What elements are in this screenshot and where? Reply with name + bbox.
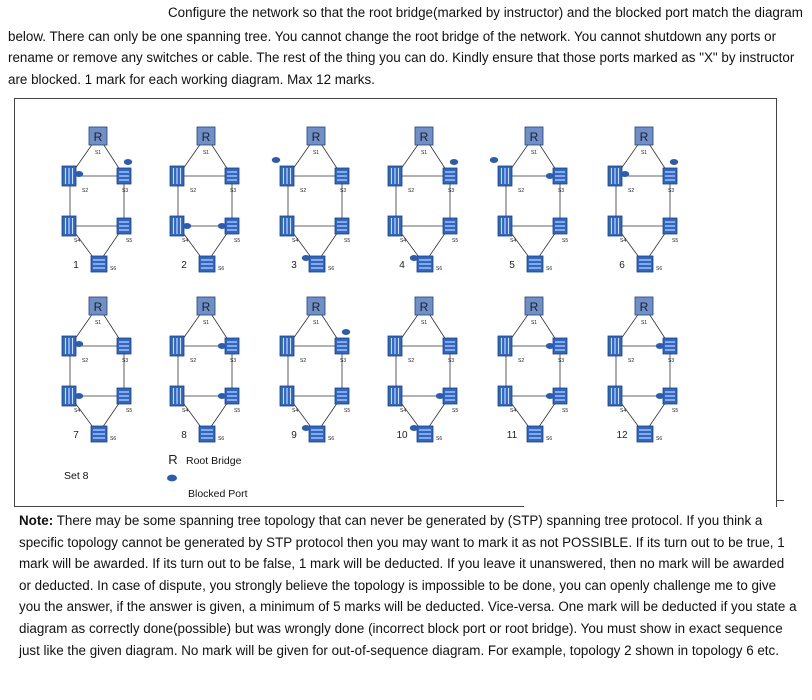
diagram-6-label-s5: S5 bbox=[672, 238, 679, 244]
diagram-3-root-marker: R bbox=[311, 130, 321, 144]
diagram-5-label-s5: S5 bbox=[562, 238, 569, 244]
diagram-5-label-s1: S1 bbox=[530, 150, 538, 156]
diagram-6-label-s3: S3 bbox=[668, 188, 675, 194]
diagram-2-number: 2 bbox=[181, 260, 187, 271]
diagram-10-blocked-port-1 bbox=[436, 393, 444, 399]
diagram-7-label-s4: S4 bbox=[74, 408, 81, 414]
diagram-10-label-s6: S6 bbox=[436, 436, 443, 442]
diagram-9-label-s4: S4 bbox=[292, 408, 299, 414]
diagram-12-root-marker: R bbox=[639, 300, 649, 314]
diagram-6-label-s2: S2 bbox=[628, 188, 635, 194]
diagram-7-label-s1: S1 bbox=[94, 320, 102, 326]
diagram-6-blocked-port-1 bbox=[621, 171, 629, 177]
diagram-11-label-s3: S3 bbox=[558, 358, 565, 364]
note-text: There may be some spanning tree topology that can never be generated by (STP) spanning tree protocol. If you think a specific topology cannot be generated by STP protocol then you may want to mark it as not POSSIBLE. If its turn out to be true, 1 mark will be awarded. If its turn out to be false, 1 mark will be deducted. If you leave it unanswered, then no mark will be awarded or deducted. In case of dispute, you strongly believe the topology is impossible to be done, you can openly challenge me to give you the answer, if the answer is given, a minimum of 5 marks will be deducted. Vice-versa. One mark will be deducted if you state a diagram as correctly done(possible) but was wrongly done (incorrect block port or root bridge). You must show in exact sequence just like the given diagram. No mark will be given for out-of-sequence diagram. For example, topology 2 shown in topology 6 etc. bbox=[19, 513, 797, 658]
diagram-3-label-s6: S6 bbox=[328, 266, 335, 272]
diagram-10-blocked-port-2 bbox=[410, 425, 418, 431]
diagram-2-label-s3: S3 bbox=[230, 188, 237, 194]
diagram-5-label-s2: S2 bbox=[518, 188, 525, 194]
diagram-8-blocked-port-1 bbox=[218, 343, 226, 349]
diagram-12-number: 12 bbox=[616, 430, 628, 441]
diagram-12-label-s3: S3 bbox=[668, 358, 675, 364]
diagram-7-label-s3: S3 bbox=[122, 358, 129, 364]
legend-blocked-port-label: Blocked Port bbox=[188, 488, 248, 500]
diagram-11-label-s5: S5 bbox=[562, 408, 569, 414]
diagram-5-blocked-port-1 bbox=[490, 157, 498, 163]
diagram-1-label-s2: S2 bbox=[82, 188, 89, 194]
diagram-3-label-s3: S3 bbox=[340, 188, 347, 194]
diagram-1-label-s3: S3 bbox=[122, 188, 129, 194]
diagram-9-label-s6: S6 bbox=[328, 436, 335, 442]
diagram-12-label-s4: S4 bbox=[620, 408, 627, 414]
set-label: Set 8 bbox=[64, 470, 89, 482]
diagram-1-root-marker: R bbox=[93, 130, 103, 144]
diagram-4-label-s6: S6 bbox=[436, 266, 443, 272]
diagram-11-number: 11 bbox=[506, 430, 518, 441]
diagram-3-blocked-port-1 bbox=[272, 157, 280, 163]
diagram-4-blocked-port-1 bbox=[450, 159, 458, 165]
diagram-9-label-s2: S2 bbox=[300, 358, 307, 364]
diagram-9-root-marker: R bbox=[311, 300, 321, 314]
note-label: Note: bbox=[19, 513, 54, 528]
diagram-1-label-s5: S5 bbox=[126, 238, 133, 244]
diagram-7-blocked-port-2 bbox=[75, 393, 83, 399]
diagram-9-label-s3: S3 bbox=[340, 358, 347, 364]
diagram-6-label-s6: S6 bbox=[656, 266, 663, 272]
diagram-11-label-s4: S4 bbox=[510, 408, 517, 414]
diagram-8-label-s4: S4 bbox=[182, 408, 189, 414]
diagram-11-root-marker: R bbox=[529, 300, 539, 314]
diagram-8-label-s2: S2 bbox=[190, 358, 197, 364]
diagram-2-label-s4: S4 bbox=[182, 238, 189, 244]
diagram-6-number: 6 bbox=[619, 260, 625, 271]
diagram-10-label-s1: S1 bbox=[420, 320, 428, 326]
instructions-text: Configure the network so that the root bridge(marked by instructor) and the blocked port match the diagram below. There can only be one spanning tree. You cannot change the root bridge of the network. You cannot shutdown any ports or rename or remove any switches or cable. The rest of the thing you can do. Kindly ensure that those ports marked as "X" by instructor are blocked. 1 mark for each working diagram. Max 12 marks. bbox=[8, 5, 803, 87]
diagram-2-label-s1: S1 bbox=[202, 150, 210, 156]
diagram-11-label-s2: S2 bbox=[518, 358, 525, 364]
diagram-11-blocked-port-2 bbox=[546, 393, 554, 399]
diagram-2-label-s6: S6 bbox=[218, 266, 225, 272]
diagram-7-label-s2: S2 bbox=[82, 358, 89, 364]
diagram-10-label-s2: S2 bbox=[408, 358, 415, 364]
diagram-10-number: 10 bbox=[396, 430, 408, 441]
diagram-8-label-s1: S1 bbox=[202, 320, 210, 326]
diagram-4-label-s4: S4 bbox=[400, 238, 407, 244]
diagram-12-blocked-port-1 bbox=[656, 343, 664, 349]
diagram-5-blocked-port-2 bbox=[546, 173, 554, 179]
diagram-9-blocked-port-2 bbox=[302, 425, 310, 431]
diagram-8-label-s3: S3 bbox=[230, 358, 237, 364]
diagram-6-root-marker: R bbox=[639, 130, 649, 144]
diagram-9-label-s1: S1 bbox=[312, 320, 320, 326]
diagram-7-label-s5: S5 bbox=[126, 408, 133, 414]
diagram-3-label-s1: S1 bbox=[312, 150, 320, 156]
diagram-4-label-s1: S1 bbox=[420, 150, 428, 156]
diagram-8-root-marker: R bbox=[201, 300, 211, 314]
diagram-2-blocked-port-1 bbox=[183, 223, 191, 229]
diagram-3-label-s2: S2 bbox=[300, 188, 307, 194]
diagram-3-label-s5: S5 bbox=[344, 238, 351, 244]
diagram-6-label-s1: S1 bbox=[640, 150, 648, 156]
diagram-4-number: 4 bbox=[399, 260, 405, 271]
diagram-4-blocked-port-2 bbox=[410, 255, 418, 261]
diagram-11-blocked-port-1 bbox=[546, 343, 554, 349]
diagram-1-blocked-port-1 bbox=[75, 171, 83, 177]
diagram-9-number: 9 bbox=[291, 430, 297, 441]
diagram-1-blocked-port-2 bbox=[124, 159, 132, 165]
diagram-4-root-marker: R bbox=[419, 130, 429, 144]
legend-blocked-icon bbox=[167, 475, 177, 482]
diagram-3-label-s4: S4 bbox=[292, 238, 299, 244]
diagram-7-blocked-port-1 bbox=[75, 341, 83, 347]
diagram-10-label-s4: S4 bbox=[400, 408, 407, 414]
diagram-3-blocked-port-2 bbox=[302, 255, 310, 261]
legend-root-bridge-label: Root Bridge bbox=[186, 455, 242, 467]
diagram-12-label-s5: S5 bbox=[672, 408, 679, 414]
diagram-1-label-s6: S6 bbox=[110, 266, 117, 272]
diagram-6-blocked-port-2 bbox=[670, 159, 678, 165]
diagram-10-label-s5: S5 bbox=[452, 408, 459, 414]
diagram-11-label-s1: S1 bbox=[530, 320, 538, 326]
diagram-9-blocked-port-1 bbox=[342, 329, 350, 335]
diagram-12-blocked-port-2 bbox=[656, 393, 664, 399]
diagram-12-label-s6: S6 bbox=[656, 436, 663, 442]
diagram-4-label-s5: S5 bbox=[452, 238, 459, 244]
diagram-2-root-marker: R bbox=[201, 130, 211, 144]
diagram-5-root-marker: R bbox=[529, 130, 539, 144]
diagram-3-number: 3 bbox=[291, 260, 297, 271]
diagram-2-label-s5: S5 bbox=[234, 238, 241, 244]
note-paragraph bbox=[19, 510, 799, 661]
diagram-8-label-s5: S5 bbox=[234, 408, 241, 414]
diagram-8-blocked-port-2 bbox=[218, 393, 226, 399]
diagram-5-label-s3: S3 bbox=[558, 188, 565, 194]
diagram-7-number: 7 bbox=[73, 430, 79, 441]
diagram-12-label-s1: S1 bbox=[640, 320, 648, 326]
diagram-7-label-s6: S6 bbox=[110, 436, 117, 442]
diagram-8-number: 8 bbox=[181, 430, 187, 441]
diagram-5-label-s6: S6 bbox=[546, 266, 553, 272]
diagram-8-label-s6: S6 bbox=[218, 436, 225, 442]
diagram-5-number: 5 bbox=[509, 260, 515, 271]
diagram-1-number: 1 bbox=[73, 260, 79, 271]
diagram-10-root-marker: R bbox=[419, 300, 429, 314]
diagram-4-label-s3: S3 bbox=[448, 188, 455, 194]
diagram-4-label-s2: S2 bbox=[408, 188, 415, 194]
legend-root-icon: R bbox=[168, 452, 178, 467]
diagram-1-label-s4: S4 bbox=[74, 238, 81, 244]
diagram-7-root-marker: R bbox=[93, 300, 103, 314]
diagram-1-label-s1: S1 bbox=[94, 150, 102, 156]
diagram-2-label-s2: S2 bbox=[190, 188, 197, 194]
diagram-9-label-s5: S5 bbox=[344, 408, 351, 414]
diagram-12-label-s2: S2 bbox=[628, 358, 635, 364]
diagram-6-label-s4: S4 bbox=[620, 238, 627, 244]
diagram-5-label-s4: S4 bbox=[510, 238, 517, 244]
diagram-11-label-s6: S6 bbox=[546, 436, 553, 442]
diagram-2-blocked-port-2 bbox=[218, 223, 226, 229]
diagram-10-label-s3: S3 bbox=[448, 358, 455, 364]
